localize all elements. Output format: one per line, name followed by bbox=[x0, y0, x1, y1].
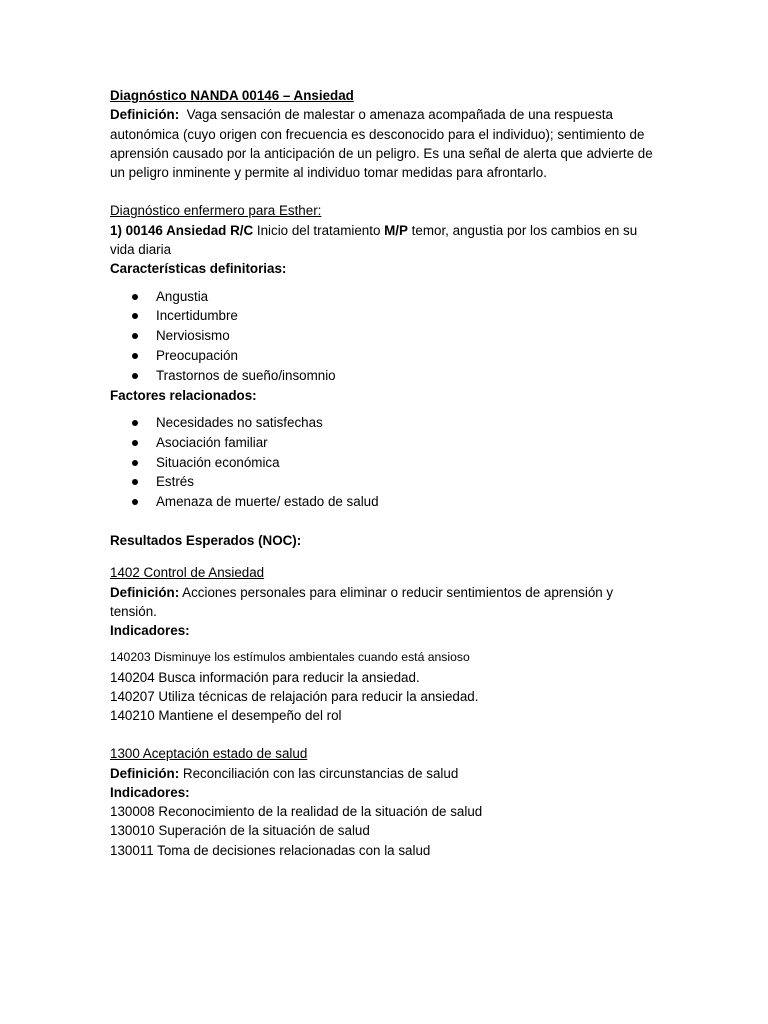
spacer bbox=[110, 512, 658, 531]
noc-item-title: 1402 Control de Ansiedad bbox=[110, 565, 265, 581]
list-item-text: Angustia bbox=[156, 288, 209, 304]
nanda-definition bbox=[110, 105, 658, 182]
list-item bbox=[110, 413, 658, 433]
spacer bbox=[110, 405, 658, 413]
noc-item-definition bbox=[110, 583, 658, 622]
list-item-text: Preocupación bbox=[156, 348, 238, 364]
bullet-icon bbox=[132, 313, 138, 319]
enfermero-dx-text1: Inicio del tratamiento bbox=[253, 222, 385, 238]
bullet-icon bbox=[132, 333, 138, 339]
nanda-definition-text: Vaga sensación de malestar o amenaza acompañada de una respuesta autonómica (cuyo origen con frecuencia es desconocido para el individuo); sentimiento de aprensión causado por la anticipación de un peligro. Es una señal de alerta que advierte de un peligro inminente y permite al individuo tomar medidas para afrontarlo. bbox=[110, 107, 657, 181]
list-item bbox=[110, 433, 658, 453]
bullet-icon bbox=[132, 353, 138, 359]
list-item-text: Asociación familiar bbox=[156, 434, 268, 450]
noc-item-indicators-label: Indicadores: bbox=[110, 623, 190, 639]
list-item bbox=[110, 306, 658, 326]
spacer bbox=[110, 279, 658, 287]
noc-item-title: 1300 Aceptación estado de salud bbox=[110, 746, 308, 762]
indicator-line: 130008 Reconocimiento de la realidad de la situación de salud bbox=[110, 804, 483, 820]
list-item-text: Necesidades no satisfechas bbox=[156, 414, 323, 430]
noc-item-indicators-label: Indicadores: bbox=[110, 784, 190, 800]
indicator-line: 130010 Superación de la situación de salud bbox=[110, 823, 370, 839]
list-item bbox=[110, 346, 658, 366]
nanda-title: Diagnóstico NANDA 00146 – Ansiedad bbox=[110, 88, 354, 103]
enfermero-dx-mp: M/P bbox=[384, 222, 408, 238]
bullet-icon bbox=[132, 373, 138, 379]
indicator-line: 140203 Disminuye los estímulos ambientales cuando está ansioso bbox=[110, 650, 470, 665]
bullet-icon bbox=[132, 294, 138, 300]
factores-list bbox=[110, 413, 658, 512]
list-item-text: Situación económica bbox=[156, 454, 280, 470]
noc-item-definition-text: Acciones personales para eliminar o reducir sentimientos de aprensión y tensión. bbox=[110, 584, 617, 619]
bullet-icon bbox=[132, 499, 138, 505]
list-item bbox=[110, 492, 658, 512]
bullet-icon bbox=[132, 460, 138, 466]
noc-item-definition-label: Definición: bbox=[110, 584, 180, 600]
bullet-icon bbox=[132, 440, 138, 446]
bullet-icon bbox=[132, 479, 138, 485]
list-item bbox=[110, 366, 658, 386]
noc-title: Resultados Esperados (NOC): bbox=[110, 532, 302, 548]
enfermero-dx-text2: temor, angustia por los cambios en su vida diaria bbox=[110, 222, 641, 258]
list-item bbox=[110, 287, 658, 307]
enfermero-dx-label: 1) 00146 Ansiedad R/C bbox=[110, 222, 254, 238]
noc-item-definition-label: Definición: bbox=[110, 765, 180, 781]
enfermero-title: Diagnóstico enfermero para Esther: bbox=[110, 203, 322, 219]
spacer bbox=[110, 640, 658, 648]
document-content bbox=[110, 86, 658, 860]
factores-label: Factores relacionados: bbox=[110, 387, 257, 403]
list-item-text: Nerviosismo bbox=[156, 328, 230, 344]
spacer bbox=[110, 725, 658, 744]
indicator-line: 140207 Utiliza técnicas de relajación para reducir la ansiedad. bbox=[110, 688, 479, 704]
list-item-text: Trastornos de sueño/insomnio bbox=[156, 367, 336, 383]
indicator-line: 140204 Busca información para reducir la ansiedad. bbox=[110, 669, 420, 685]
list-item bbox=[110, 453, 658, 473]
list-item bbox=[110, 472, 658, 492]
list-item-text: Incertidumbre bbox=[156, 308, 238, 324]
enfermero-diagnosis bbox=[110, 221, 658, 260]
indicator-line: 140210 Mantiene el desempeño del rol bbox=[110, 708, 342, 724]
spacer bbox=[110, 550, 658, 563]
list-item-text: Estrés bbox=[156, 474, 194, 490]
spacer bbox=[110, 182, 658, 201]
noc-item-definition bbox=[110, 764, 658, 783]
bullet-icon bbox=[132, 420, 138, 426]
list-item bbox=[110, 326, 658, 346]
list-item-text: Amenaza de muerte/ estado de salud bbox=[156, 494, 379, 510]
caracteristicas-label: Características definitorias: bbox=[110, 261, 287, 277]
noc-item-definition-text: Reconciliación con las circunstancias de salud bbox=[179, 765, 459, 781]
caracteristicas-list bbox=[110, 287, 658, 386]
nanda-definition-label: Definición: bbox=[110, 107, 180, 123]
indicator-line: 130011 Toma de decisiones relacionadas con la salud bbox=[110, 842, 431, 858]
